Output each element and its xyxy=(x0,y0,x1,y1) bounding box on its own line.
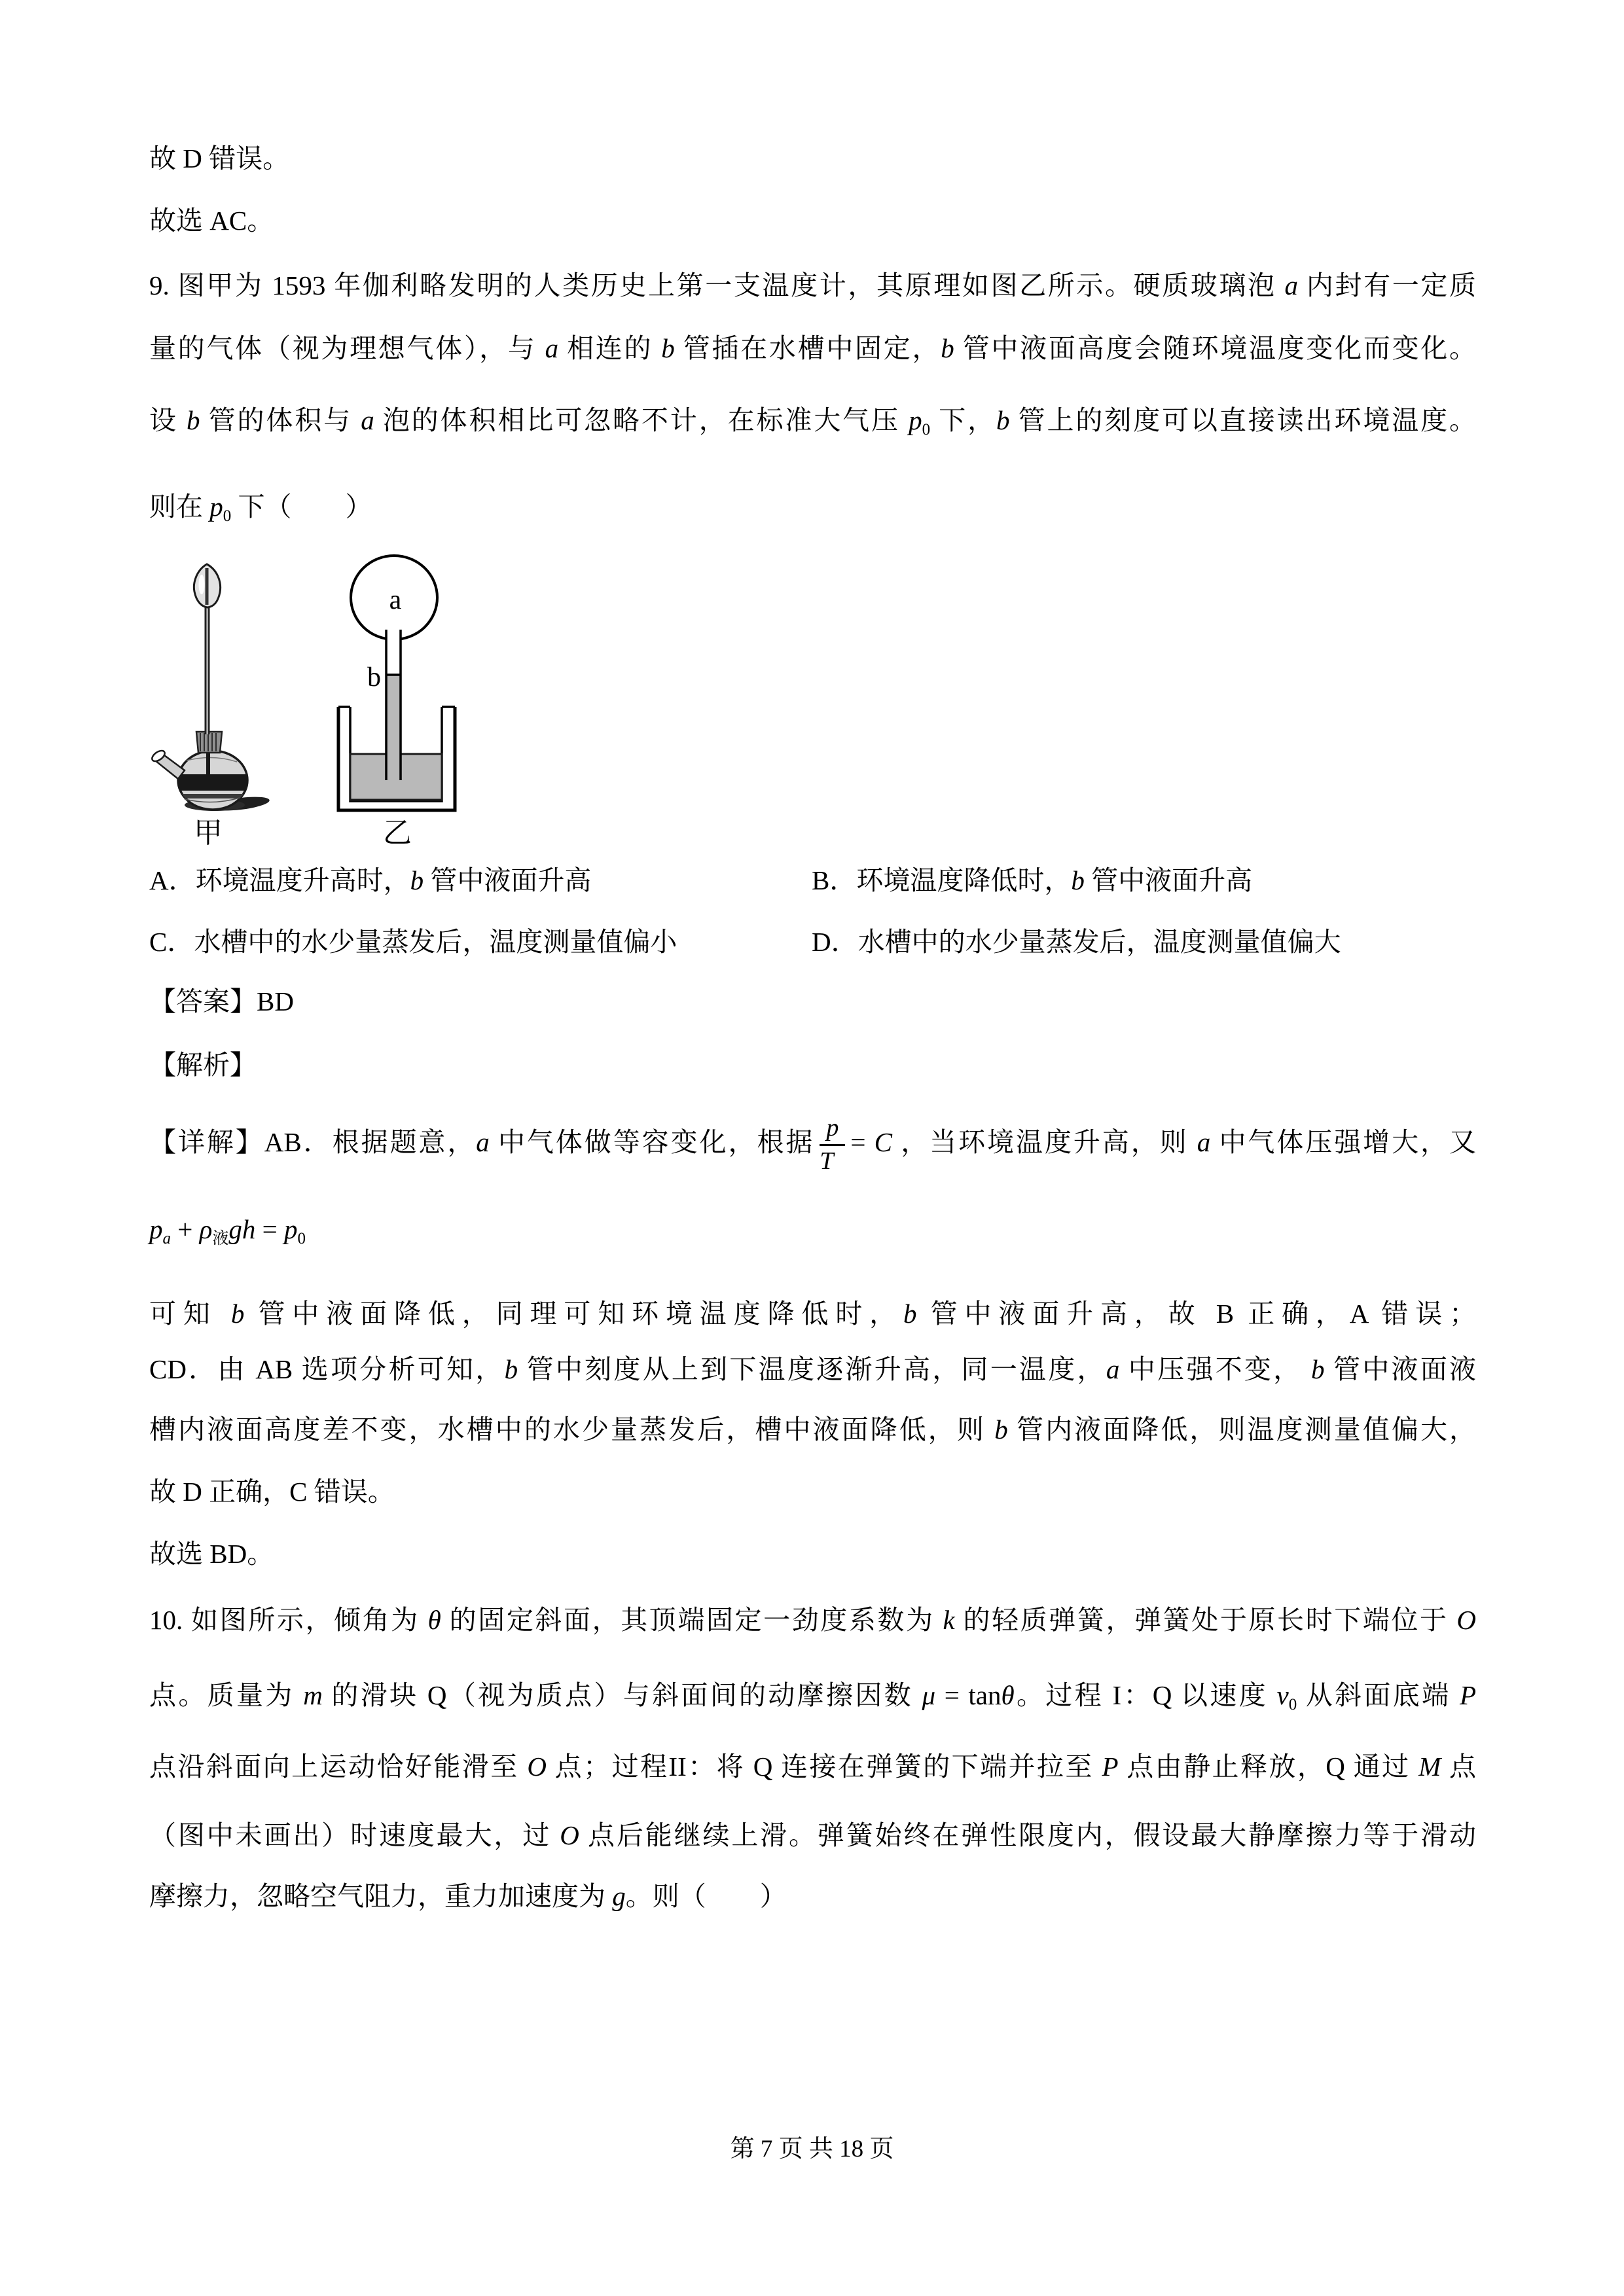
text-run: 管中刻度从上到下温度逐渐升高，同一温度， xyxy=(518,1354,1106,1384)
text-run: 点。质量为 xyxy=(149,1680,304,1710)
text-run: （图中未画出）时速度最大，过 xyxy=(149,1820,560,1850)
text-run: θ xyxy=(1001,1680,1015,1710)
question9-detail-line1 xyxy=(149,1115,1476,1175)
text-run: 9. 图甲为 1593 年伽利略发明的人类历史上第一支温度计，其原理如图乙所示。硬质玻璃泡 xyxy=(149,270,1285,300)
text-run: O xyxy=(527,1751,547,1782)
text-run: g xyxy=(612,1881,626,1911)
text-run: 中压强不变， xyxy=(1119,1354,1311,1384)
text-run: v xyxy=(1276,1680,1289,1710)
question9-pressure-formula xyxy=(149,1212,1476,1250)
text-run: 管中液面液 xyxy=(1324,1354,1477,1384)
text-run: μ xyxy=(922,1680,936,1710)
text-run: b xyxy=(903,1299,917,1329)
question10-stem-line5 xyxy=(149,1879,1476,1914)
fraction-part: p xyxy=(820,1115,845,1146)
text-run: b xyxy=(996,405,1010,435)
text-run: 液 xyxy=(212,1230,229,1247)
text-run: b xyxy=(661,333,675,363)
text-run: 设 xyxy=(149,405,187,435)
text-run: 管插在水槽中固定， xyxy=(674,333,941,363)
text-run: a xyxy=(361,405,374,435)
text-run: 点 xyxy=(1441,1751,1477,1782)
text-run: = tan xyxy=(935,1680,1001,1710)
text-run: + xyxy=(171,1214,200,1244)
text-run: = xyxy=(255,1214,284,1244)
text-run: M xyxy=(1418,1751,1441,1782)
text-run: D．水槽中的水少量蒸发后，温度测量值偏大 xyxy=(812,927,1341,957)
text-run: b xyxy=(187,405,200,435)
question9-stem-line1 xyxy=(149,268,1476,303)
text-run: 泡的体积相比可忽略不计，在标准大气压 xyxy=(374,405,909,435)
figure-label-yi: 乙 xyxy=(383,817,412,849)
text-run: 故 D 正确，C 错误。 xyxy=(149,1477,395,1507)
question10-stem-line1 xyxy=(149,1603,1476,1638)
text-run: 0 xyxy=(297,1230,306,1247)
question9-option-b xyxy=(812,863,1476,898)
text-run: gh xyxy=(228,1214,256,1244)
text-run: 0 xyxy=(223,507,232,525)
text-run: 管中液面升高，故 B 正确，A 错误； xyxy=(916,1299,1477,1329)
text-run: 点；过程II：将 Q 连接在弹簧的下端并拉至 xyxy=(546,1751,1102,1782)
sketch-inner-tube xyxy=(206,753,210,783)
text-run: 故选 BD。 xyxy=(149,1539,274,1569)
text-run: b xyxy=(1071,865,1085,895)
question9-detail-line2 xyxy=(149,1297,1476,1331)
fraction-part: T xyxy=(820,1147,834,1175)
question9-detail-line5 xyxy=(149,1475,1476,1509)
text-run: 管中液面降低，同理可知环境温度降低时， xyxy=(244,1299,904,1329)
text-run: 管中液面高度会随环境温度变化而变化。 xyxy=(954,333,1477,363)
text-run: b xyxy=(941,333,954,363)
question9-answer xyxy=(149,984,1476,1019)
figure-label-b: b xyxy=(367,662,381,692)
tube-neck-opening xyxy=(386,627,401,676)
text-run: O xyxy=(1456,1605,1477,1635)
text-run: 槽内液面高度差不变，水槽中的水少量蒸发后，槽中液面降低，则 xyxy=(149,1414,995,1444)
text-run: 中气体做等容变化，根据 xyxy=(489,1126,815,1157)
text-run: p xyxy=(909,405,922,435)
question10-stem-line4 xyxy=(149,1818,1476,1853)
text-run: 【解析】 xyxy=(149,1050,257,1080)
text-run: b xyxy=(410,865,424,895)
text-run: O xyxy=(560,1820,579,1850)
text-run: 内封有一定质 xyxy=(1298,270,1476,300)
fraction xyxy=(820,1115,845,1175)
text-run: ρ xyxy=(199,1214,213,1244)
text-run: 点沿斜面向上运动恰好能滑至 xyxy=(149,1751,528,1782)
text-run: 的固定斜面，其顶端固定一劲度系数为 xyxy=(441,1605,943,1635)
text-run: b xyxy=(504,1354,518,1384)
question9-stem-line2 xyxy=(149,331,1476,366)
text-run: p xyxy=(149,1214,163,1244)
question9-stem-line3 xyxy=(149,403,1476,441)
text-run: ，当环境温度升高，则 xyxy=(892,1126,1197,1157)
text-run: 可知 xyxy=(149,1299,231,1329)
text-run: p xyxy=(283,1214,298,1244)
text-run: m xyxy=(303,1680,323,1710)
text-run: b xyxy=(1310,1354,1325,1384)
text-run: 管中液面升高 xyxy=(1084,865,1253,895)
question10-stem-line2 xyxy=(149,1678,1476,1716)
text-run: 下（ ） xyxy=(231,492,372,522)
text-run: 。则（ ） xyxy=(625,1881,787,1911)
text-run: P xyxy=(1102,1751,1119,1782)
text-run: 管的体积与 xyxy=(200,405,361,435)
figure-label-jia: 甲 xyxy=(194,817,223,849)
question9-detail-line3 xyxy=(149,1352,1476,1387)
text-run: 故 D 错误。 xyxy=(149,143,290,173)
text-run: 【答案】BD xyxy=(149,986,294,1016)
prev-answer-d-wrong xyxy=(149,141,1476,176)
text-run: B．环境温度降低时， xyxy=(812,865,1072,895)
text-run: 相连的 xyxy=(558,333,662,363)
text-run: 点由静止释放，Q 通过 xyxy=(1118,1751,1419,1782)
page-footer: 第 7 页 共 18 页 xyxy=(730,2136,894,2162)
text-run: a xyxy=(1284,270,1299,300)
question10-stem-line3 xyxy=(149,1749,1476,1784)
text-run: P xyxy=(1459,1680,1477,1710)
text-run: a xyxy=(1106,1354,1120,1384)
text-run: 则在 xyxy=(149,492,210,522)
text-run: C xyxy=(874,1126,892,1157)
question9-prompt xyxy=(149,490,1476,528)
text-run: C．水槽中的水少量蒸发后，温度测量值偏小 xyxy=(149,927,677,957)
question9-option-c xyxy=(149,925,804,960)
text-run: 从斜面底端 xyxy=(1297,1680,1460,1710)
text-run: 的滑块 Q（视为质点）与斜面间的动摩擦因数 xyxy=(322,1680,922,1710)
text-run: a xyxy=(162,1230,171,1247)
text-run: 的轻质弹簧，弹簧处于原长时下端位于 xyxy=(954,1605,1457,1635)
question9-select-bd xyxy=(149,1537,1476,1571)
text-run: 中气体压强增大，又 xyxy=(1210,1126,1476,1157)
text-run: a xyxy=(476,1126,490,1157)
text-run: 故选 AC。 xyxy=(149,206,274,236)
text-run: k xyxy=(943,1605,955,1635)
figure-label-a: a xyxy=(389,585,402,615)
text-run: b xyxy=(230,1299,245,1329)
text-run: 点后能继续上滑。弹簧始终在弹性限度内，假设最大静摩擦力等于滑动 xyxy=(579,1820,1477,1850)
text-run: b xyxy=(994,1414,1008,1444)
text-run: 10. 如图所示，倾角为 xyxy=(149,1605,428,1635)
text-run: 管中液面升高 xyxy=(424,865,592,895)
text-run: a xyxy=(545,333,559,363)
question9-option-a xyxy=(149,863,804,898)
prev-answer-select-ac xyxy=(149,204,1476,238)
text-run: 管上的刻度可以直接读出环境温度。 xyxy=(1009,405,1476,435)
text-run: A．环境温度升高时， xyxy=(149,865,410,895)
text-run: 摩擦力，忽略空气阻力，重力加速度为 xyxy=(149,1881,613,1911)
text-run: 0 xyxy=(922,421,931,439)
text-run: 量的气体（视为理想气体），与 xyxy=(149,333,545,363)
text-run: p xyxy=(209,492,223,522)
question9-detail-line4 xyxy=(149,1412,1476,1447)
schematic-diagram xyxy=(338,556,455,849)
text-run: θ xyxy=(427,1605,441,1635)
liquid-column-b xyxy=(388,675,400,780)
question9-analysis-marker xyxy=(149,1048,1476,1083)
question9-option-d xyxy=(812,925,1476,960)
sketch-bulb-highlight xyxy=(199,575,205,594)
sketch-liquid-band xyxy=(177,774,249,791)
question9-figure xyxy=(131,552,471,854)
thermometer-sketch xyxy=(151,564,270,849)
text-run: 下， xyxy=(930,405,996,435)
sketch-stem-highlight xyxy=(207,605,208,734)
text-run: = xyxy=(850,1126,875,1157)
text-run: a xyxy=(1197,1126,1211,1157)
text-run: 。过程 I：Q 以速度 xyxy=(1014,1680,1277,1710)
text-run: 管内液面降低，则温度测量值偏大， xyxy=(1007,1414,1477,1444)
text-run: 【详解】AB．根据题意， xyxy=(149,1126,477,1157)
text-run: CD．由 AB 选项分析可知， xyxy=(149,1354,505,1384)
text-run: 0 xyxy=(1288,1696,1297,1713)
